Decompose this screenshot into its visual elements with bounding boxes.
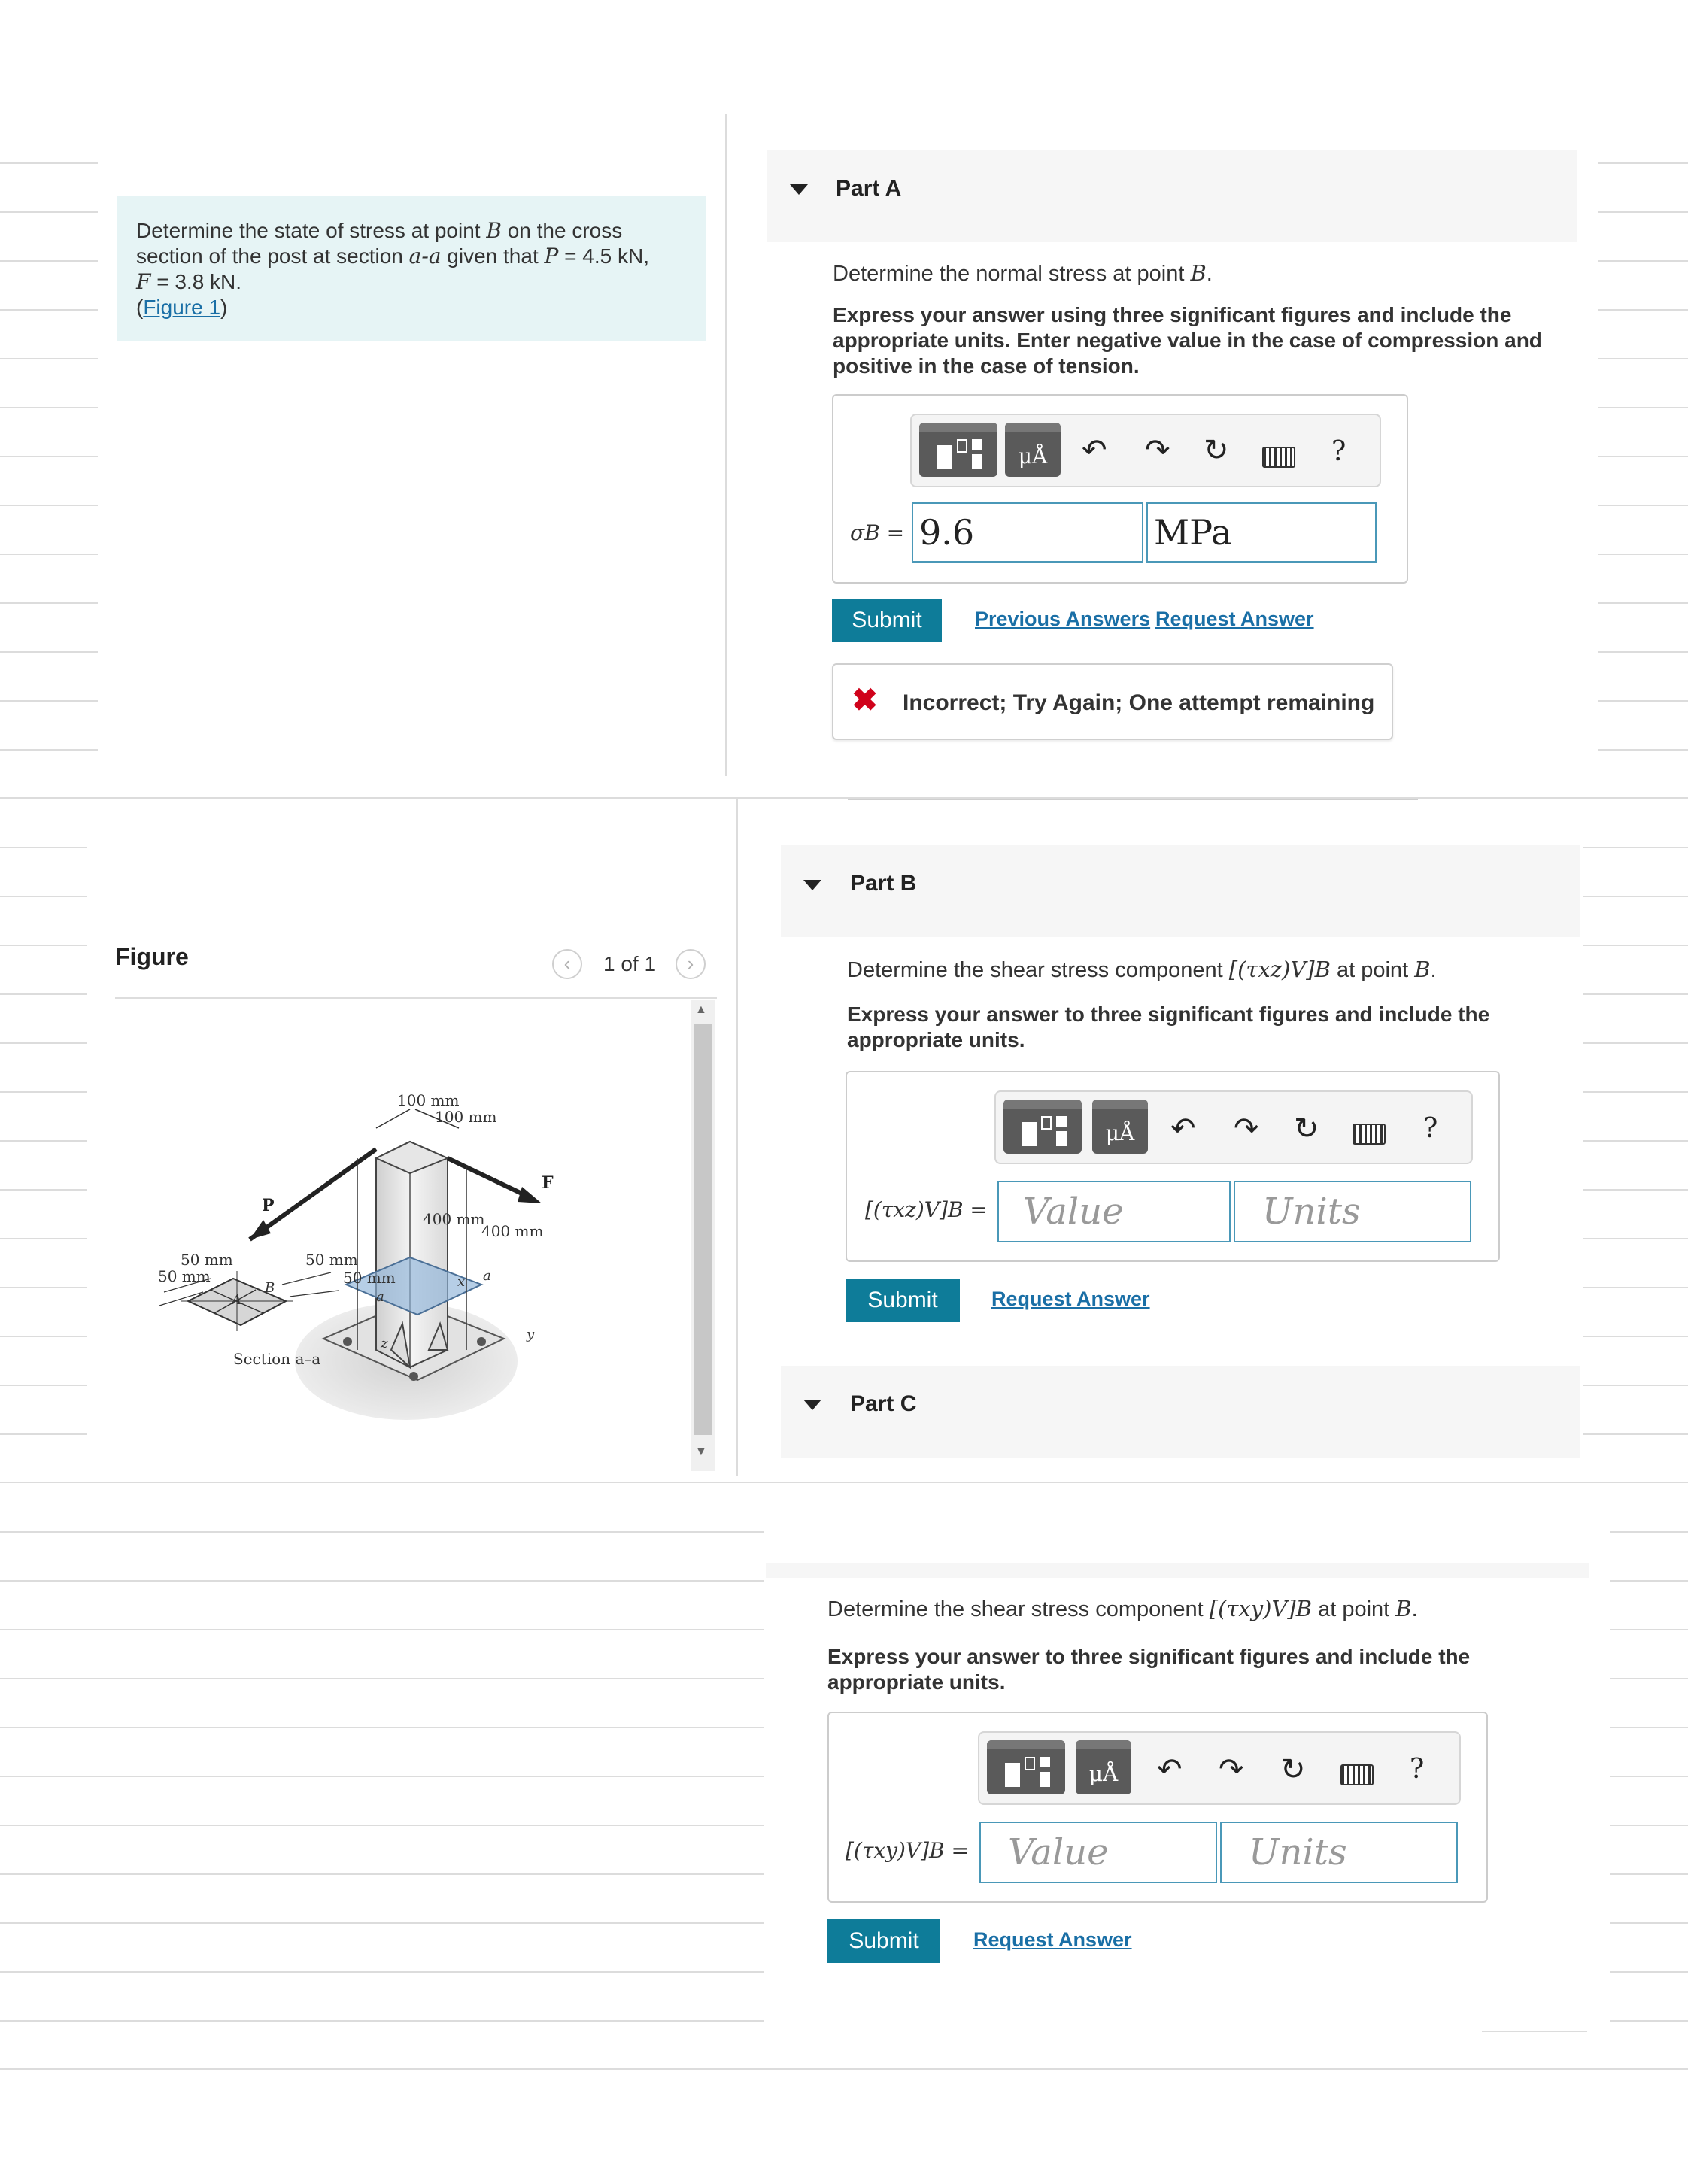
figure-link[interactable]: Figure 1 — [143, 296, 221, 319]
units-icon[interactable] — [1092, 1100, 1148, 1154]
next-figure-button[interactable]: › — [676, 949, 706, 979]
problem-text: on the cross — [501, 219, 623, 242]
problem-statement — [117, 196, 706, 341]
reset-icon[interactable]: ↻ — [1204, 434, 1229, 467]
part-a-instructions: Express your answer using three significant figures and include the appropriate units. Enter negative value in the case of compression and positive in the case of tension. — [833, 303, 1542, 378]
part-a-question — [833, 260, 1213, 287]
problem-text: Determine the state of stress at point — [136, 219, 487, 242]
part-c-value-input[interactable]: Value — [979, 1822, 1217, 1883]
dim-label-400-left: 400 mm — [423, 1210, 485, 1228]
templates-icon[interactable] — [919, 423, 997, 477]
question-text: Determine the shear stress component — [827, 1597, 1210, 1621]
help-icon[interactable]: ? — [1331, 436, 1346, 467]
part-b-units-input[interactable]: Units — [1234, 1181, 1471, 1242]
problem-line-3 — [136, 269, 686, 295]
redo-icon[interactable]: ↷ — [1145, 434, 1170, 467]
part-c-request-answer-link[interactable]: Request Answer — [973, 1928, 1132, 1951]
figure-scroll-thumb[interactable] — [694, 1024, 712, 1435]
keyboard-icon[interactable] — [1262, 447, 1295, 468]
units-glyph: μÅ — [1018, 444, 1048, 469]
paren: ) — [220, 296, 228, 319]
bolt — [343, 1337, 352, 1346]
question-point: B — [1395, 1596, 1412, 1621]
part-c-submit-button[interactable]: Submit — [827, 1919, 940, 1963]
units-glyph: μÅ — [1105, 1121, 1135, 1145]
section-a-label: a — [483, 1268, 491, 1284]
collapse-triangle-icon[interactable] — [803, 880, 821, 890]
units-icon[interactable] — [1076, 1740, 1131, 1794]
bolt — [409, 1372, 418, 1381]
axis-x-label: x — [457, 1274, 466, 1290]
force-f-label: F — [542, 1173, 554, 1193]
dim-label-100-right: 100 mm — [435, 1108, 497, 1126]
reset-icon[interactable]: ↻ — [1294, 1112, 1319, 1145]
keyboard-icon[interactable] — [1353, 1124, 1386, 1145]
part-a-submit-button[interactable]: Submit — [832, 599, 942, 642]
keyboard-icon[interactable] — [1340, 1764, 1374, 1785]
dim-label-400-right: 400 mm — [481, 1222, 544, 1240]
paren: ( — [136, 296, 144, 319]
question-text: . — [1411, 1597, 1418, 1621]
problem-line-1 — [136, 218, 686, 244]
force-f-arrow — [448, 1158, 527, 1196]
collapse-triangle-icon[interactable] — [803, 1400, 821, 1410]
undo-icon[interactable]: ↶ — [1170, 1112, 1196, 1145]
bolt — [477, 1337, 486, 1346]
part-a-title: Part A — [836, 176, 902, 201]
question-text: . — [1430, 958, 1437, 982]
help-icon[interactable]: ? — [1410, 1754, 1425, 1785]
problem-line-2 — [136, 244, 686, 269]
templates-icon[interactable] — [987, 1740, 1065, 1794]
question-symbol: [(τxz)V]B — [1228, 957, 1331, 982]
section-a-label: a — [376, 1289, 384, 1305]
dim-label-100-left: 100 mm — [397, 1091, 460, 1109]
question-point: B — [1414, 957, 1431, 982]
undo-icon[interactable]: ↶ — [1082, 434, 1107, 467]
point-b-label: B — [265, 1280, 275, 1296]
problem-text: given that — [441, 244, 545, 268]
dim-label-50-b: 50 mm — [158, 1267, 211, 1285]
dim-label-50-a: 50 mm — [181, 1251, 233, 1269]
part-a-units-input[interactable]: MPa — [1146, 502, 1377, 563]
force-p-label: P — [262, 1196, 275, 1215]
part-c-title: Part C — [850, 1391, 917, 1416]
previous-answers-link[interactable]: Previous Answers — [975, 608, 1151, 630]
error-x-icon: ✖ — [852, 682, 879, 717]
part-c-body-header-strip — [766, 1563, 1589, 1578]
reset-icon[interactable]: ↻ — [1280, 1753, 1306, 1786]
question-symbol: [(τxy)V]B — [1209, 1596, 1313, 1621]
post-figure — [150, 1053, 632, 1444]
dim-label-50-c: 50 mm — [305, 1251, 358, 1269]
part-a-value-input[interactable]: 9.6 — [912, 502, 1143, 563]
part-b-value-input[interactable]: Value — [997, 1181, 1231, 1242]
part-c-units-input[interactable]: Units — [1220, 1822, 1458, 1883]
redo-icon[interactable]: ↷ — [1219, 1753, 1244, 1786]
help-icon[interactable]: ? — [1423, 1113, 1438, 1144]
part-c-instructions: Express your answer to three significant figures and include the appropriate units. — [827, 1645, 1471, 1694]
figure-pager: 1 of 1 — [603, 952, 657, 975]
part-b-label: [(τxz)V]B = — [865, 1197, 988, 1222]
problem-f-var: F — [136, 269, 151, 294]
question-text: at point — [1312, 1597, 1396, 1621]
part-c-question — [827, 1596, 1418, 1622]
problem-point: B — [486, 218, 502, 243]
problem-text: section of the post at section — [136, 244, 409, 268]
section-caption: Section a–a — [233, 1350, 321, 1368]
question-point: B — [1190, 260, 1207, 286]
question-text: . — [1206, 262, 1213, 286]
feedback-text: Incorrect; Try Again; One attempt remaining — [903, 690, 1375, 715]
figure-title: Figure — [115, 943, 189, 970]
redo-icon[interactable]: ↷ — [1234, 1112, 1259, 1145]
scroll-down-icon[interactable]: ▼ — [695, 1445, 707, 1458]
units-glyph: μÅ — [1088, 1761, 1119, 1786]
axis-z-label: z — [381, 1336, 388, 1351]
part-b-title: Part B — [850, 871, 917, 896]
question-text: at point — [1330, 958, 1415, 982]
problem-f-value: = 3.8 kN. — [150, 270, 242, 293]
collapse-triangle-icon[interactable] — [790, 184, 808, 195]
undo-icon[interactable]: ↶ — [1157, 1753, 1183, 1786]
scroll-up-icon[interactable]: ▲ — [695, 1003, 707, 1016]
problem-line-4 — [136, 295, 686, 320]
problem-p-var: P — [544, 244, 559, 268]
part-a-request-answer-link[interactable]: Request Answer — [1155, 608, 1314, 630]
templates-icon[interactable] — [1003, 1100, 1082, 1154]
problem-section: a-a — [408, 244, 442, 268]
units-icon[interactable] — [1005, 423, 1061, 477]
part-c-label: [(τxy)V]B = — [846, 1838, 969, 1863]
part-b-question — [847, 957, 1437, 983]
part-b-request-answer-link[interactable]: Request Answer — [991, 1288, 1150, 1310]
prev-figure-button[interactable]: ‹ — [552, 949, 582, 979]
part-a-label: σB = — [850, 520, 905, 545]
axis-y-label: y — [527, 1327, 535, 1342]
question-text: Determine the shear stress component — [847, 958, 1229, 982]
point-a-label: A — [232, 1292, 241, 1308]
part-b-instructions: Express your answer to three significant figures and include the appropriate units. — [847, 1003, 1490, 1051]
dim-label-50-d: 50 mm — [343, 1269, 396, 1287]
problem-p-value: = 4.5 kN, — [558, 244, 649, 268]
question-text: Determine the normal stress at point — [833, 262, 1191, 286]
part-b-submit-button[interactable]: Submit — [846, 1279, 960, 1322]
